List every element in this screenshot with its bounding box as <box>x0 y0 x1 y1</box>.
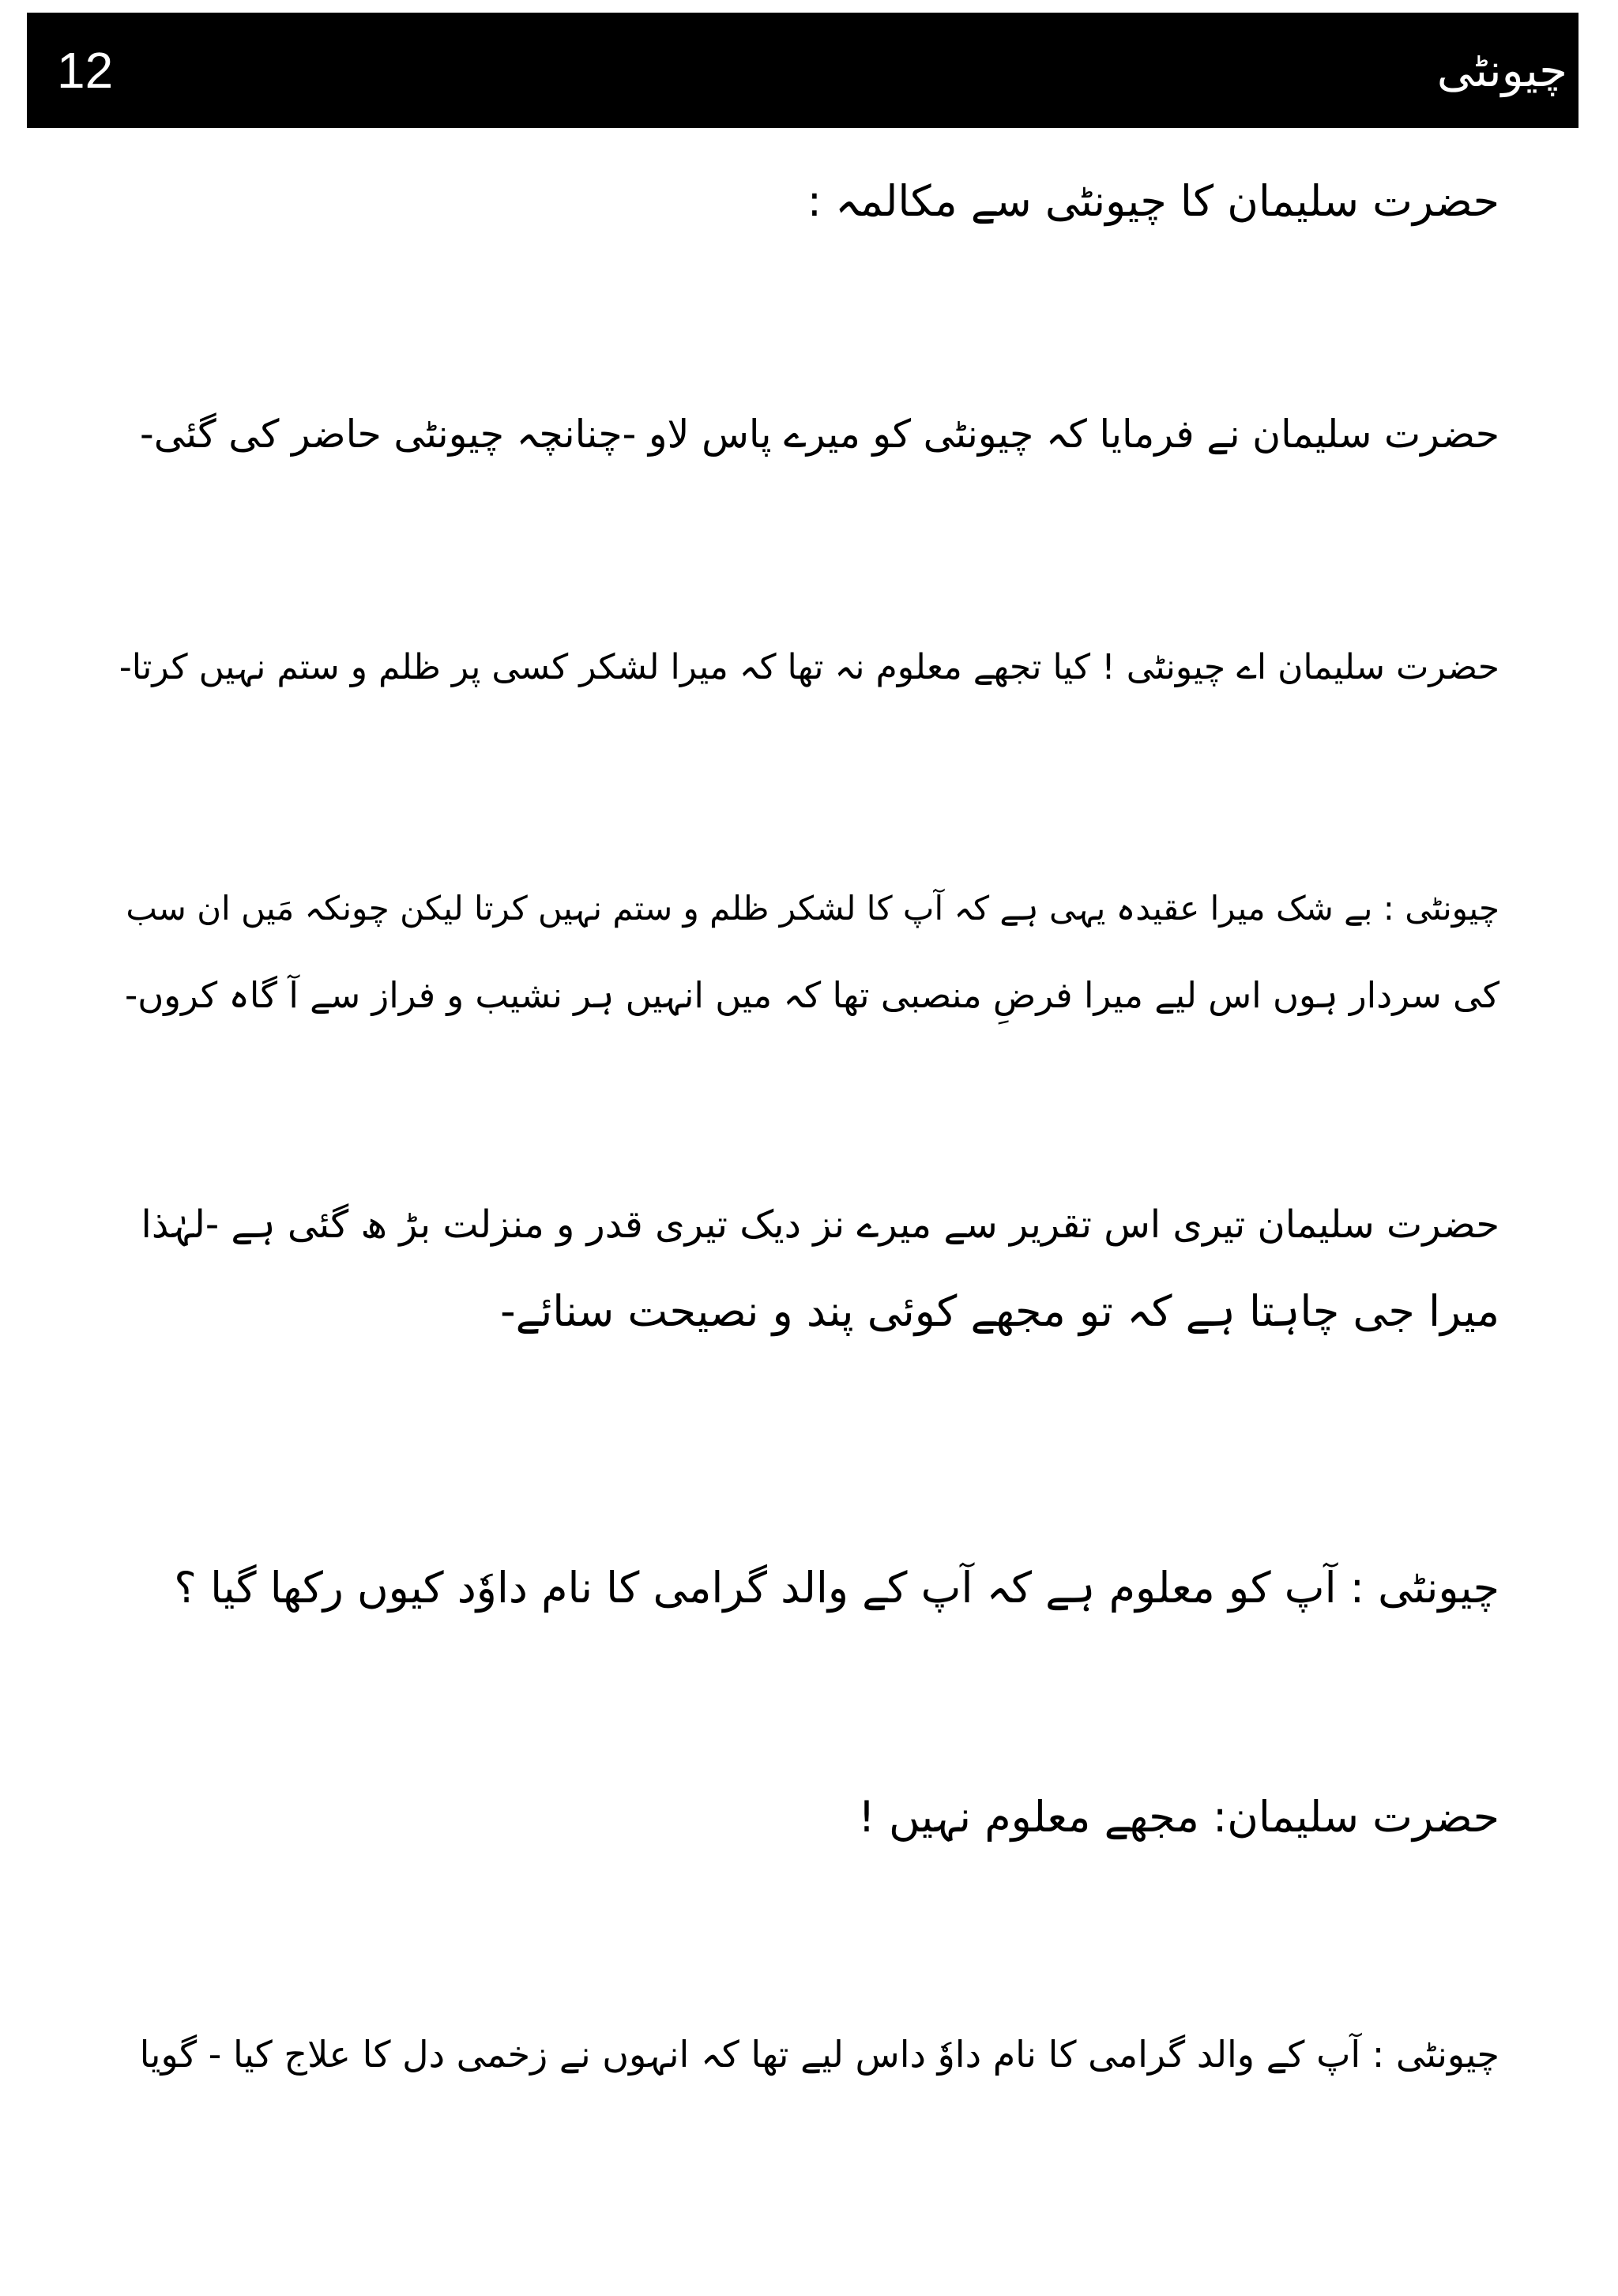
paragraph-2 <box>119 624 1499 711</box>
paragraph-4 <box>119 1181 1499 1355</box>
paragraph-line: حضرت سلیمان نے فرمایا کہ چیونٹی کو میرے پاس لاو -چنانچہ چیونٹی حاضر کی گئی- <box>140 412 1499 457</box>
heading-line: حضرت سلیمان کا چیونٹی سے مکالمہ : <box>807 176 1499 226</box>
paragraph-line: حضرت سلیمان تیری اس تقریر سے میرے نز دیک تیری قدر و منزلت بڑ ھ گئی ہے -لہٰذا <box>141 1203 1499 1247</box>
paragraph-line: میرا جی چاہتا ہے کہ تو مجھے کوئی پند و نصیحت سنائے- <box>500 1286 1499 1336</box>
header-bar <box>27 13 1578 128</box>
paragraph-line: چیونٹی : آپ کے والد گرامی کا نام داوٗ داس لیے تھا کہ انہوں نے زخمی دل کا علاج کیا - گویا <box>139 2033 1499 2076</box>
paragraph-line: چیونٹی : آپ کو معلوم ہے کہ آپ کے والد گرامی کا نام داوٗد کیوں رکھا گیا ؟ <box>174 1563 1499 1613</box>
paragraph-line: چیونٹی : بے شک میرا عقیدہ یہی ہے کہ آپ کا لشکر ظلم و ستم نہیں کرتا لیکن چونکہ مَیں ان سب <box>126 889 1499 928</box>
paragraph-line: حضرت سلیمان: مجھے معلوم نہیں ! <box>858 1792 1499 1842</box>
dialogue-heading <box>119 158 1499 245</box>
paragraph-6 <box>119 1774 1499 1861</box>
paragraph-line: کی سردار ہوں اس لیے میرا فرضِ منصبی تھا کہ میں انہیں ہر نشیب و فراز سے آ گاہ کروں- <box>124 974 1499 1016</box>
paragraph-1 <box>119 391 1499 478</box>
running-title: چیونٹی <box>1436 43 1567 97</box>
paragraph-7 <box>119 2011 1499 2098</box>
paragraph-line: حضرت سلیمان اے چیونٹی ! کیا تجھے معلوم نہ تھا کہ میرا لشکر کسی پر ظلم و ستم نہیں کرتا- <box>119 647 1499 687</box>
paragraph-5 <box>119 1545 1499 1632</box>
page-number: 12 <box>57 42 114 99</box>
paragraph-3 <box>119 865 1499 1039</box>
